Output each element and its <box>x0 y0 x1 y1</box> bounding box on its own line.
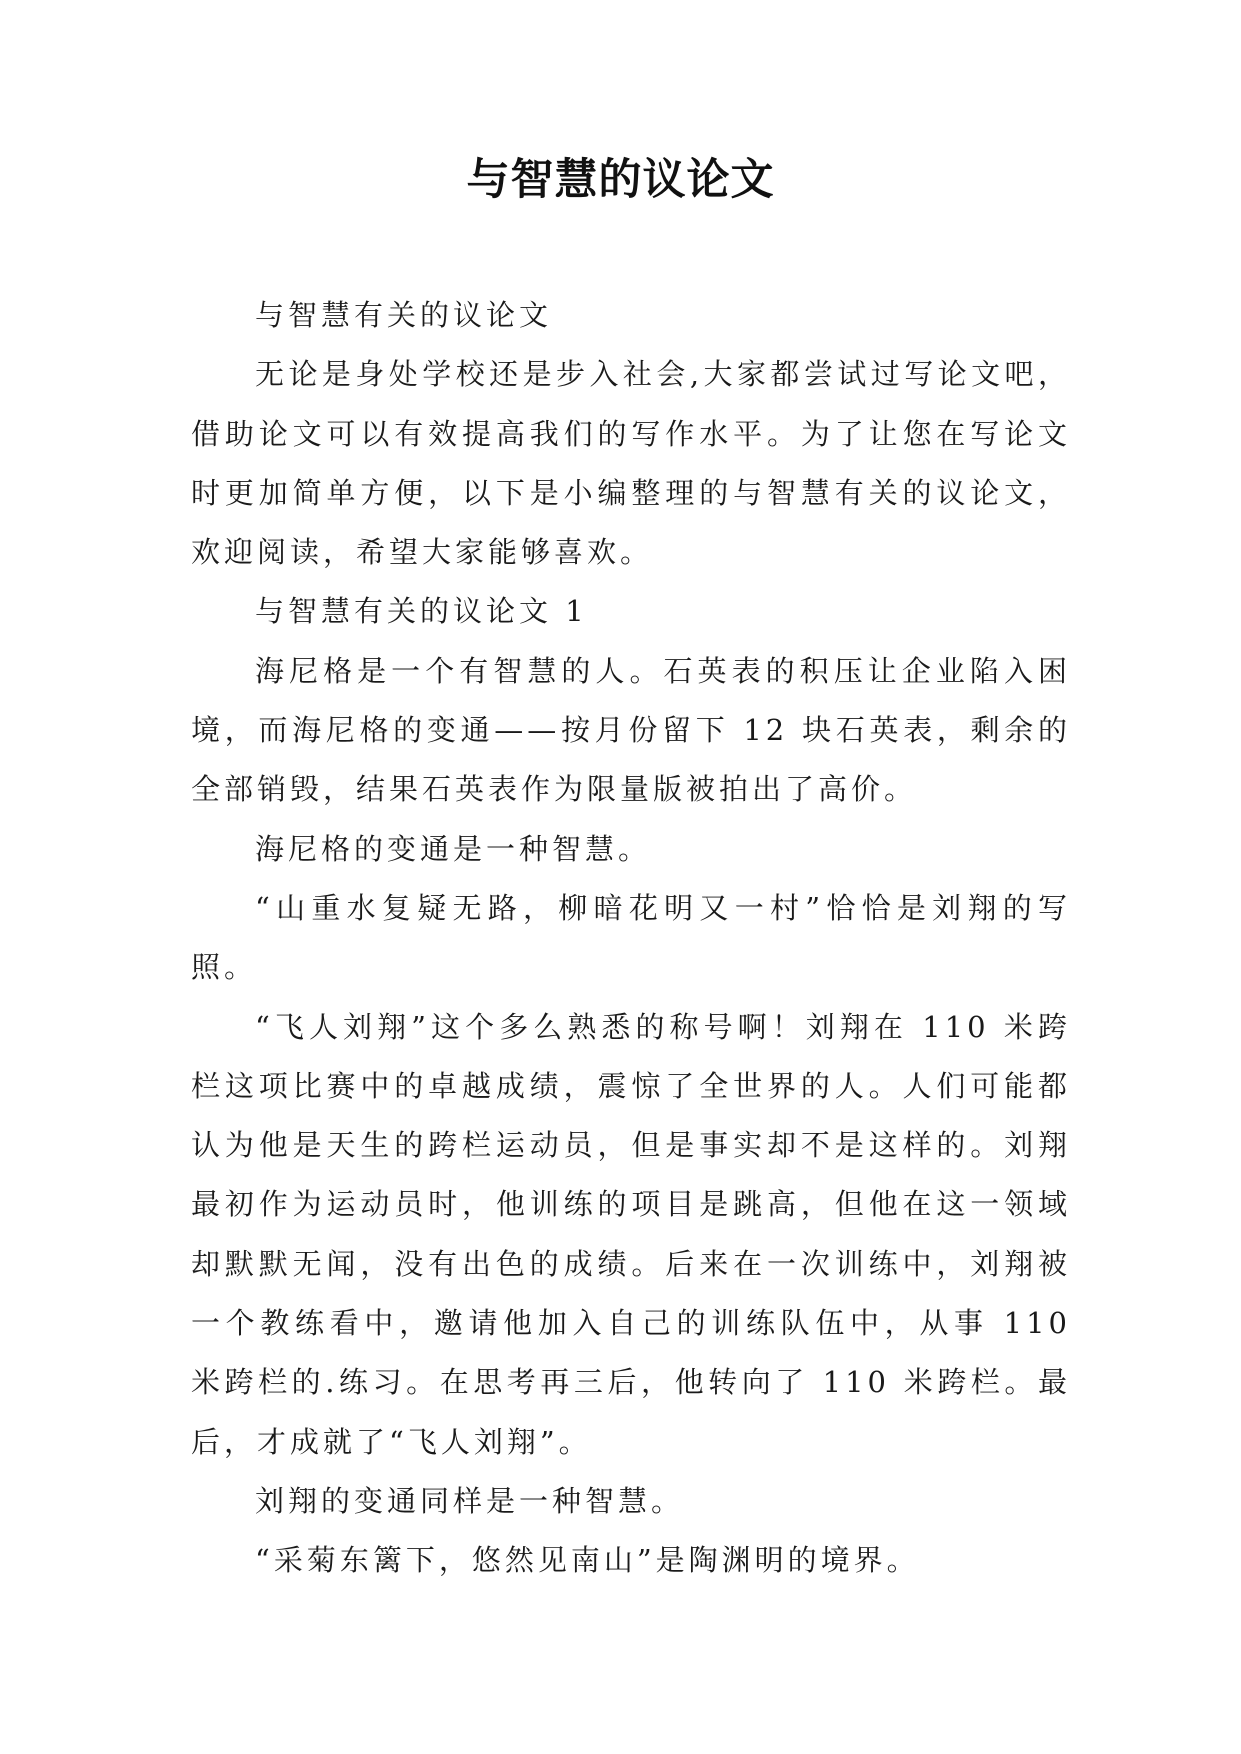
paragraph-body: “山重水复疑无路，柳暗花明又一村”恰恰是刘翔的写照。 <box>191 890 1071 985</box>
paragraph-body: 海尼格的变通是一种智慧。 <box>255 831 652 866</box>
paragraph-subtitle: 与智慧有关的议论文 <box>255 298 553 332</box>
paragraph-body: “采菊东篱下，悠然见南山”是陶渊明的境界。 <box>255 1543 920 1578</box>
paragraph-intro: 无论是身处学校还是步入社会,大家都尝试过写论文吧，借助论文可以有效提高我们的写作水平。为了让您在写论文时更加简单方便，以下是小编整理的与智慧有关的议论文，欢迎阅读，希望大家能够喜欢。 <box>191 357 1071 570</box>
paragraph-body: “飞人刘翔”这个多么熟悉的称号啊！刘翔在 110 米跨栏这项比赛中的卓越成绩，震惊了全世界的人。人们可能都认为他是天生的跨栏运动员，但是事实却不是这样的。刘翔最初作为运动员时，他训练的项目是跳高，但他在这一领域却默默无闻，没有出色的成绩。后来在一次训练中，刘翔被一个教练看中，邀请他加入自己的训练队伍中，从事 110 米跨栏的.练习。在思考再三后，他转向了 110 米跨栏。最后，才成就了“飞人刘翔”。 <box>191 1009 1071 1459</box>
document-body <box>191 286 1071 1591</box>
paragraph-body: 海尼格是一个有智慧的人。石英表的积压让企业陷入困境，而海尼格的变通——按月份留下 12 块石英表，剩余的全部销毁，结果石英表作为限量版被拍出了高价。 <box>191 653 1071 807</box>
paragraph-section-heading: 与智慧有关的议论文 1 <box>255 594 588 629</box>
paragraph-body: 刘翔的变通同样是一种智慧。 <box>255 1483 685 1518</box>
document-title: 与智慧的议论文 <box>466 155 775 205</box>
